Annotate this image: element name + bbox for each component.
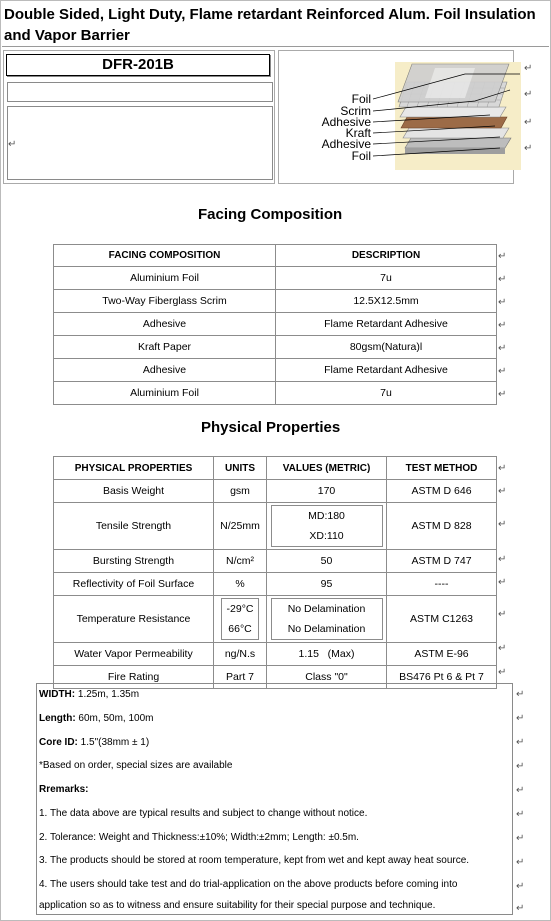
page-title: Double Sided, Light Duty, Flame retardant Reinforced Alum. Foil Insulation and Vapor Barrier xyxy=(4,6,536,44)
paragraph-mark: ↵ xyxy=(498,643,507,654)
paragraph-mark: ↵ xyxy=(516,881,525,892)
remark-3: 3. The products should be stored at room temperature, kept from wet and kept away heat source. xyxy=(39,855,470,866)
facing-row-2-desc: 12.5X12.5mm xyxy=(276,290,497,313)
phys-row-2-method: ASTM D 828 xyxy=(387,503,497,550)
phys-row-5-units xyxy=(214,596,267,643)
title-underline xyxy=(2,46,549,47)
core-label: Core ID: xyxy=(39,737,78,748)
phys-row-6-prop: Water Vapor Permeability xyxy=(54,643,214,666)
phys-row-2-prop: Tensile Strength xyxy=(54,503,214,550)
width-note xyxy=(39,689,139,700)
paragraph-mark: ↵ xyxy=(498,274,507,285)
remark-2: 2. Tolerance: Weight and Thickness:±10%; Width:±2mm; Length: ±0.5m. xyxy=(39,832,359,843)
facing-row-4-layer: Kraft Paper xyxy=(54,336,276,359)
layer-label-foil-bottom: Foil xyxy=(351,149,371,163)
layer-label-adhesive-lower: Adhesive xyxy=(321,137,371,151)
paragraph-mark: ↵ xyxy=(516,785,525,796)
phys-row-5-prop: Temperature Resistance xyxy=(54,596,214,643)
model-code: DFR-201B xyxy=(6,54,270,76)
paragraph-mark: ↵ xyxy=(516,857,525,868)
phys-col-values: VALUES (METRIC) xyxy=(267,457,387,480)
remark-4-line-1: 4. The users should take test and do trial-application on the above products before coming into xyxy=(39,879,458,890)
layer-label-kraft: Kraft xyxy=(345,126,371,140)
layer-label-adhesive-upper: Adhesive xyxy=(321,115,371,129)
remark-4-line-2: application so as to witness and ensure suitability for their special purpose and technique. xyxy=(39,900,436,911)
facing-col-composition: FACING COMPOSITION xyxy=(54,245,276,267)
phys-row-4-method: ---- xyxy=(387,573,497,596)
phys-row-4-unit: % xyxy=(214,573,267,596)
phys-row-5-method: ASTM C1263 xyxy=(387,596,497,643)
phys-row-1-value: 170 xyxy=(267,480,387,503)
phys-row-5-values xyxy=(267,596,387,643)
remark-1: 1. The data above are typical results and subject to change without notice. xyxy=(39,808,368,819)
facing-table xyxy=(53,244,497,405)
physical-table xyxy=(53,456,497,689)
phys-row-1-prop: Basis Weight xyxy=(54,480,214,503)
paragraph-mark: ↵ xyxy=(524,63,533,74)
core-note xyxy=(39,737,149,748)
notes-box xyxy=(36,683,513,915)
paragraph-mark: ↵ xyxy=(516,689,525,700)
layer-label-scrim: Scrim xyxy=(340,104,371,118)
phys-col-method: TEST METHOD xyxy=(387,457,497,480)
temp-units-box xyxy=(221,598,259,640)
facing-row-5-desc: Flame Retardant Adhesive xyxy=(276,359,497,382)
paragraph-mark: ↵ xyxy=(498,389,507,400)
phys-row-4-value: 95 xyxy=(267,573,387,596)
paragraph-mark: ↵ xyxy=(498,554,507,565)
paragraph-mark: ↵ xyxy=(524,117,533,128)
remarks-label-text: Rremarks: xyxy=(39,784,89,795)
phys-col-property: PHYSICAL PROPERTIES xyxy=(54,457,214,480)
facing-row-1-desc: 7u xyxy=(276,267,497,290)
paragraph-mark: ↵ xyxy=(498,320,507,331)
length-value: 60m, 50m, 100m xyxy=(75,713,154,724)
tensile-values-box xyxy=(271,505,383,547)
paragraph-mark: ↵ xyxy=(516,833,525,844)
paragraph-mark: ↵ xyxy=(498,486,507,497)
phys-row-5-unit-high: 66°C xyxy=(228,623,252,635)
paragraph-mark: ↵ xyxy=(516,809,525,820)
temp-values-box xyxy=(271,598,383,640)
paragraph-mark: ↵ xyxy=(498,297,507,308)
phys-row-1-unit: gsm xyxy=(214,480,267,503)
special-sizes-note: *Based on order, special sizes are available xyxy=(39,760,233,771)
phys-row-6-value: 1.15 (Max) xyxy=(267,643,387,666)
phys-row-2-value-xd: XD:110 xyxy=(309,530,344,542)
facing-col-description: DESCRIPTION xyxy=(276,245,497,267)
paragraph-mark: ↵ xyxy=(516,903,525,914)
paragraph-mark: ↵ xyxy=(498,343,507,354)
phys-row-7-method: BS476 Pt 6 & Pt 7 xyxy=(387,666,497,689)
phys-row-3-unit: N/cm² xyxy=(214,550,267,573)
phys-row-6-method: ASTM E-96 xyxy=(387,643,497,666)
facing-heading: Facing Composition xyxy=(198,206,343,223)
remarks-label xyxy=(39,784,88,795)
phys-row-7-prop: Fire Rating xyxy=(54,666,214,689)
paragraph-mark: ↵ xyxy=(498,463,507,474)
paragraph-mark: ↵ xyxy=(498,366,507,377)
phys-row-5-value-low: No Delamination xyxy=(287,603,366,615)
facing-row-5-layer: Adhesive xyxy=(54,359,276,382)
facing-row-1-layer: Aluminium Foil xyxy=(54,267,276,290)
phys-row-2-values xyxy=(267,503,387,550)
phys-row-7-unit: Part 7 xyxy=(214,666,267,689)
phys-row-6-unit: ng/N.s xyxy=(214,643,267,666)
width-label: WIDTH: xyxy=(39,689,76,700)
phys-row-7-value: Class "0" xyxy=(267,666,387,689)
paragraph-mark: ↵ xyxy=(498,609,507,620)
paragraph-mark: ↵ xyxy=(8,139,17,150)
layer-label-foil-top: Foil xyxy=(351,92,371,106)
paragraph-mark: ↵ xyxy=(516,761,525,772)
phys-row-3-method: ASTM D 747 xyxy=(387,550,497,573)
paragraph-mark: ↵ xyxy=(498,577,507,588)
phys-row-2-value-md: MD:180 xyxy=(308,510,345,522)
length-label: Length: xyxy=(39,713,76,724)
phys-row-2-unit: N/25mm xyxy=(214,503,267,550)
physical-heading: Physical Properties xyxy=(201,419,341,436)
core-value: 1.5"(38mm ± 1) xyxy=(77,737,150,748)
facing-row-2-layer: Two-Way Fiberglass Scrim xyxy=(54,290,276,313)
layer-leader-lines xyxy=(370,60,522,170)
facing-row-4-desc: 80gsm(Natura)l xyxy=(276,336,497,359)
facing-row-3-desc: Flame Retardant Adhesive xyxy=(276,313,497,336)
length-note xyxy=(39,713,153,724)
paragraph-mark: ↵ xyxy=(524,89,533,100)
paragraph-mark: ↵ xyxy=(498,519,507,530)
phys-col-units: UNITS xyxy=(214,457,267,480)
facing-row-3-layer: Adhesive xyxy=(54,313,276,336)
phys-row-1-method: ASTM D 646 xyxy=(387,480,497,503)
phys-row-3-prop: Bursting Strength xyxy=(54,550,214,573)
paragraph-mark: ↵ xyxy=(516,713,525,724)
phys-row-5-value-high: No Delamination xyxy=(287,623,366,635)
blank-area xyxy=(7,106,273,180)
phys-row-5-unit-low: -29°C xyxy=(226,603,254,615)
phys-row-4-prop: Reflectivity of Foil Surface xyxy=(54,573,214,596)
width-value: 1.25m, 1.35m xyxy=(75,689,140,700)
phys-row-3-value: 50 xyxy=(267,550,387,573)
paragraph-mark: ↵ xyxy=(498,667,507,678)
facing-row-6-layer: Aluminium Foil xyxy=(54,382,276,405)
paragraph-mark: ↵ xyxy=(516,737,525,748)
paragraph-mark: ↵ xyxy=(498,251,507,262)
facing-row-6-desc: 7u xyxy=(276,382,497,405)
paragraph-mark: ↵ xyxy=(524,143,533,154)
blank-field xyxy=(7,82,273,102)
